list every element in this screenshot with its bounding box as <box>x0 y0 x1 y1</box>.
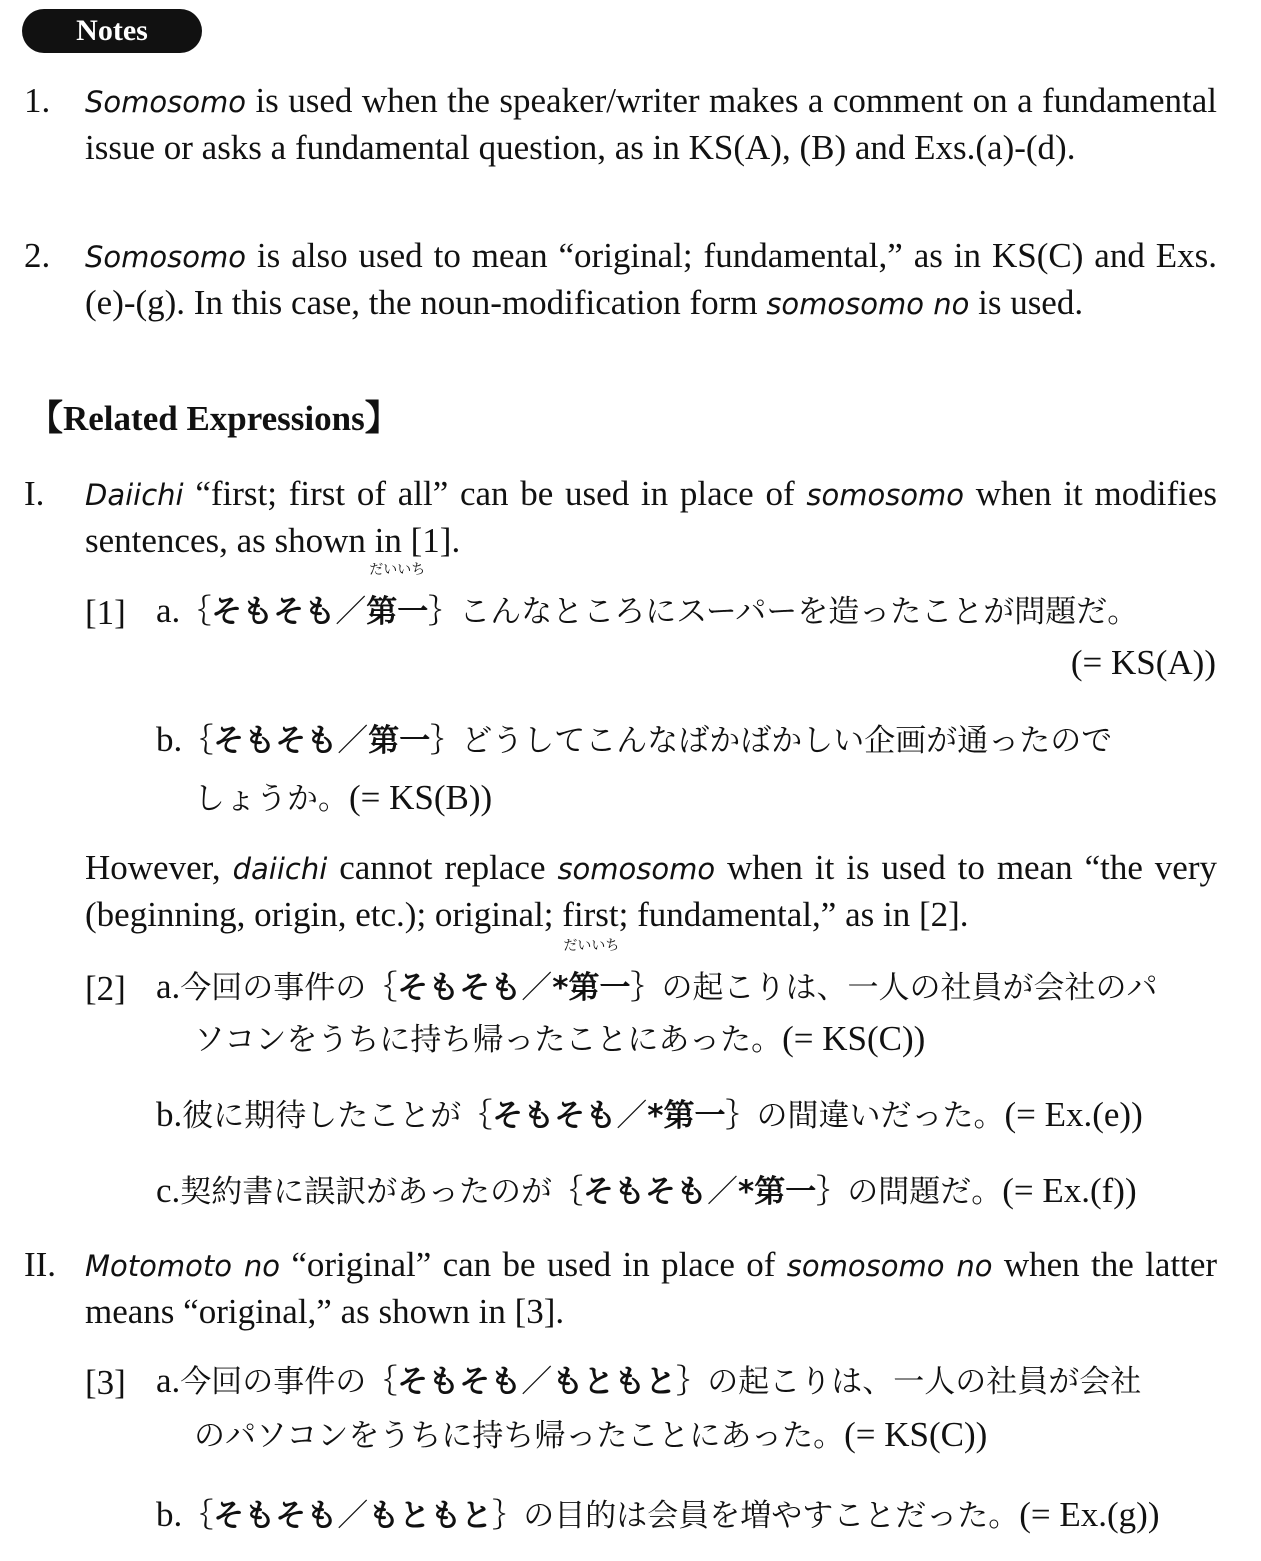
example-2c: c.契約書に誤訳があったのが｛そもそも／*第一｝の問題だ。(= Ex.(f)) <box>156 1171 1137 1210</box>
ruby-word: だいいち 第一 <box>366 562 429 630</box>
note-number: 2. <box>24 236 51 275</box>
related-number: II. <box>24 1245 57 1284</box>
ruby-word: だいいち *第一 <box>552 938 631 1006</box>
section-title: 【Related Expressions】 <box>28 399 400 438</box>
related-text: Daiichi “first; first of all” can be used in place of somosomo when it modifies sentences, as shown in [1]. <box>85 474 1217 560</box>
example-1a: a.｛そもそも／ だいいち 第一｝こんなところにスーパーを造ったことが問題だ。 <box>156 582 1138 641</box>
example-3a-line2: のパソコンをうちに持ち帰ったことにあった。(= KS(C)) <box>194 1415 988 1454</box>
notes-badge: Notes <box>22 9 202 53</box>
example-reference: (= KS(A)) <box>1070 643 1216 682</box>
example-2a: a.今回の事件の｛そもそも／ だいいち *第一｝の起こりは、一人の社員が会社のパ <box>156 958 1158 1017</box>
example-tag: [3] <box>85 1363 126 1402</box>
example-3a: a.今回の事件の｛そもそも／もともと｝の起こりは、一人の社員が会社 <box>156 1361 1142 1400</box>
example-1b: b.｛そもそも／第一｝どうしてこんなばかばかしい企画が通ったので <box>156 720 1113 759</box>
related-number: I. <box>24 474 45 513</box>
note-text: Somosomo is used when the speaker/writer makes a comment on a fundamental issue or asks a fundamental question, as in KS(A), (B) and Exs.(a)-(d). <box>85 81 1217 167</box>
example-tag: [2] <box>85 969 126 1008</box>
note-text: Somosomo is also used to mean “original; fundamental,” as in KS(C) and Exs.(e)-(g). In this case, the noun-modification form somosomo no is used. <box>85 236 1217 322</box>
example-1b-line2: しょうか。(= KS(B)) <box>194 778 493 817</box>
example-3b: b.｛そもそも／もともと｝の目的は会員を増やすことだった。(= Ex.(g)) <box>156 1495 1160 1534</box>
note-number: 1. <box>24 81 51 120</box>
example-2b: b.彼に期待したことが｛そもそも／*第一｝の間違いだった。(= Ex.(e)) <box>156 1095 1143 1134</box>
example-tag: [1] <box>85 593 126 632</box>
however-paragraph: However, daiichi cannot replace somosomo when it is used to mean “the very (beginning, origin, etc.); original; first; fundamental,” as in [2]. <box>85 848 1217 934</box>
example-2a-line2: ソコンをうちに持ち帰ったことにあった。(= KS(C)) <box>194 1019 926 1058</box>
related-text: Motomoto no “original” can be used in place of somosomo no when the latter means “original,” as shown in [3]. <box>85 1245 1218 1331</box>
